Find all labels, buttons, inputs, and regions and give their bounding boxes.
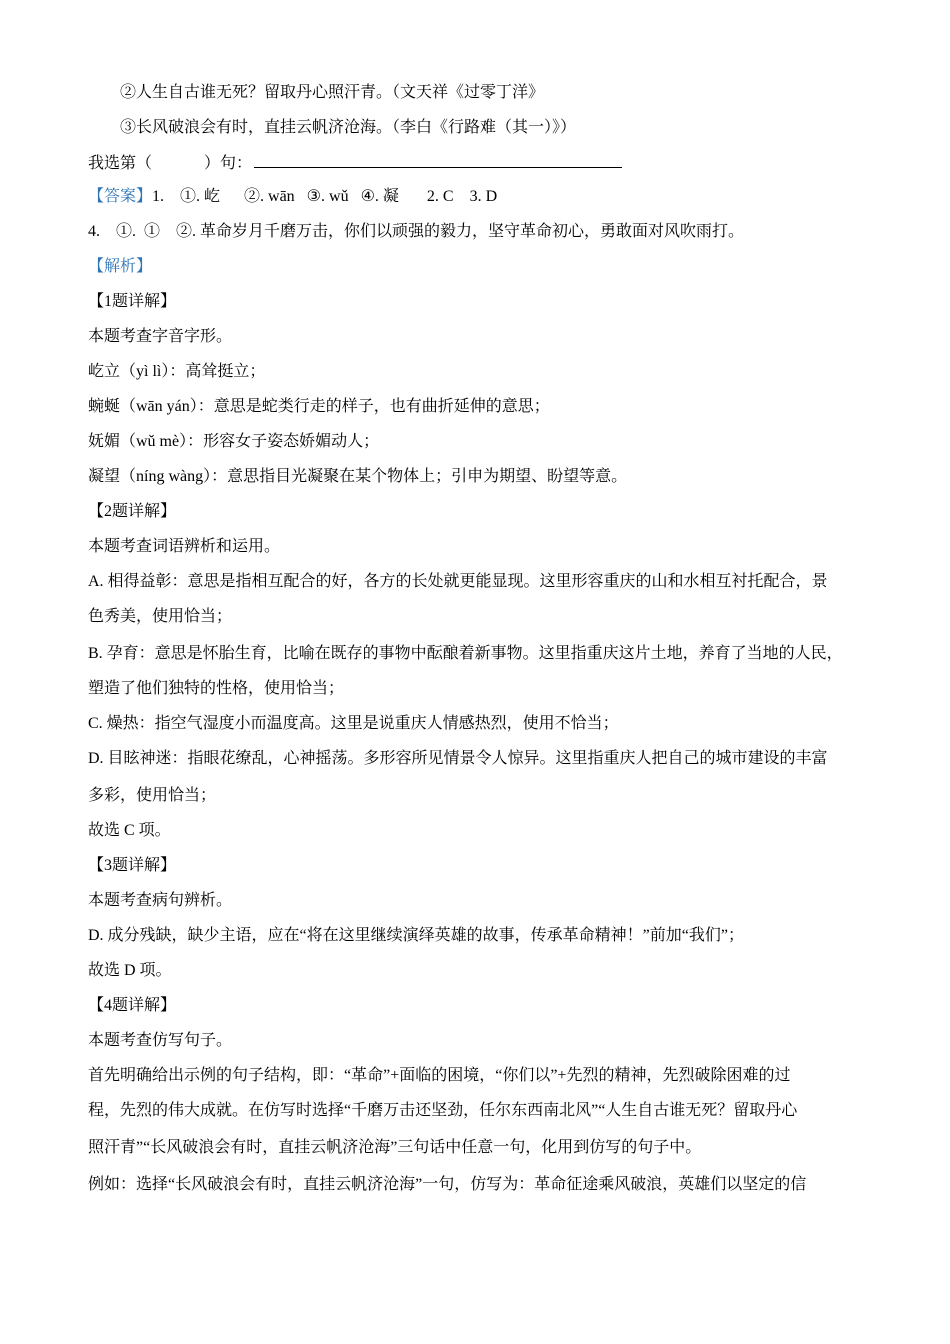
- answer-label: 【答案】: [88, 188, 153, 205]
- q4-heading: 【4题详解】: [88, 997, 177, 1014]
- q1-item-a: 屹立（yì lì）：高耸挺立；: [88, 363, 266, 380]
- analysis-label: 【解析】: [88, 258, 153, 275]
- q4-intro: 本题考查仿写句子。: [88, 1032, 233, 1049]
- q3-intro: 本题考查病句辨析。: [88, 892, 233, 909]
- q3-conclusion: 故选 D 项。: [88, 962, 172, 979]
- q1-item-c: 妩媚（wǔ mè）：形容女子姿态娇媚动人；: [88, 433, 380, 450]
- q2-conclusion: 故选 C 项。: [88, 822, 171, 839]
- answer-4-line: 4. ①. ① ②. 革命岁月千磨万击，你们以顽强的毅力，坚守革命初心，勇敢面对风吹雨打。: [88, 223, 745, 240]
- q2-option-b-2: 塑造了他们独特的性格，使用恰当；: [88, 680, 345, 697]
- q1-item-b: 蜿蜒（wān yán）：意思是蛇类行走的样子，也有曲折延伸的意思；: [88, 398, 550, 415]
- q2-option-d-2: 多彩，使用恰当；: [88, 787, 217, 804]
- choose-prefix: 我选第（: [88, 155, 153, 172]
- poem-line-2: ②人生自古谁无死？留取丹心照汗青。（文天祥《过零丁洋》: [120, 82, 545, 101]
- answer-text: 1. ①. 屹 ②. wān ③. wǔ ④. 凝 2. C 3. D: [152, 188, 498, 205]
- q1-heading: 【1题详解】: [88, 293, 177, 310]
- q2-option-d-1: D. 目眩神迷：指眼花缭乱，心神摇荡。多形容所见情景令人惊异。这里指重庆人把自己的城市建设的丰富: [88, 750, 828, 767]
- q2-option-a-1: A. 相得益彰：意思是指相互配合的好，各方的长处就更能显现。这里形容重庆的山和水相互衬托配合，景: [88, 573, 828, 590]
- q1-item-d: 凝望（níng wàng）：意思指目光凝聚在某个物体上；引申为期望、盼望等意。: [88, 468, 628, 485]
- q4-paragraph-4: 例如：选择“长风破浪会有时，直挂云帆济沧海”一句，仿写为：革命征途乘风破浪，英雄们以坚定的信: [88, 1176, 807, 1193]
- choose-suffix: ）句：: [204, 155, 253, 172]
- q1-intro: 本题考查字音字形。: [88, 328, 233, 345]
- choose-line: [88, 152, 622, 174]
- q3-heading: 【3题详解】: [88, 857, 177, 874]
- q4-paragraph-3: 照汗青”“长风破浪会有时，直挂云帆济沧海”三句话中任意一句，化用到仿写的句子中。: [88, 1139, 702, 1156]
- q3-option-d: D. 成分残缺，缺少主语，应在“将在这里继续演绎英雄的故事，传承革命精神！”前加“我们”；: [88, 927, 744, 944]
- q2-heading: 【2题详解】: [88, 503, 177, 520]
- answer-blank-line: [254, 152, 622, 168]
- q2-option-b-1: B. 孕育：意思是怀胎生育，比喻在既存的事物中酝酿着新事物。这里指重庆这片土地，养育了当地的人民，: [88, 645, 843, 662]
- q2-intro: 本题考查词语辨析和运用。: [88, 538, 281, 555]
- q4-paragraph-2: 程，先烈的伟大成就。在仿写时选择“千磨万击还坚劲，任尔东西南北风”“人生自古谁无死？留取丹心: [88, 1102, 798, 1119]
- q2-option-c: C. 燥热：指空气湿度小而温度高。这里是说重庆人情感热烈，使用不恰当；: [88, 715, 619, 732]
- q4-paragraph-1: 首先明确给出示例的句子结构，即：“革命”+面临的困境，“你们以”+先烈的精神，先烈破除困难的过: [88, 1067, 791, 1084]
- poem-line-3: ③长风破浪会有时，直挂云帆济沧海。（李白《行路难（其一）》）: [120, 117, 577, 136]
- q2-option-a-2: 色秀美，使用恰当；: [88, 608, 233, 625]
- answer-line: [88, 187, 497, 207]
